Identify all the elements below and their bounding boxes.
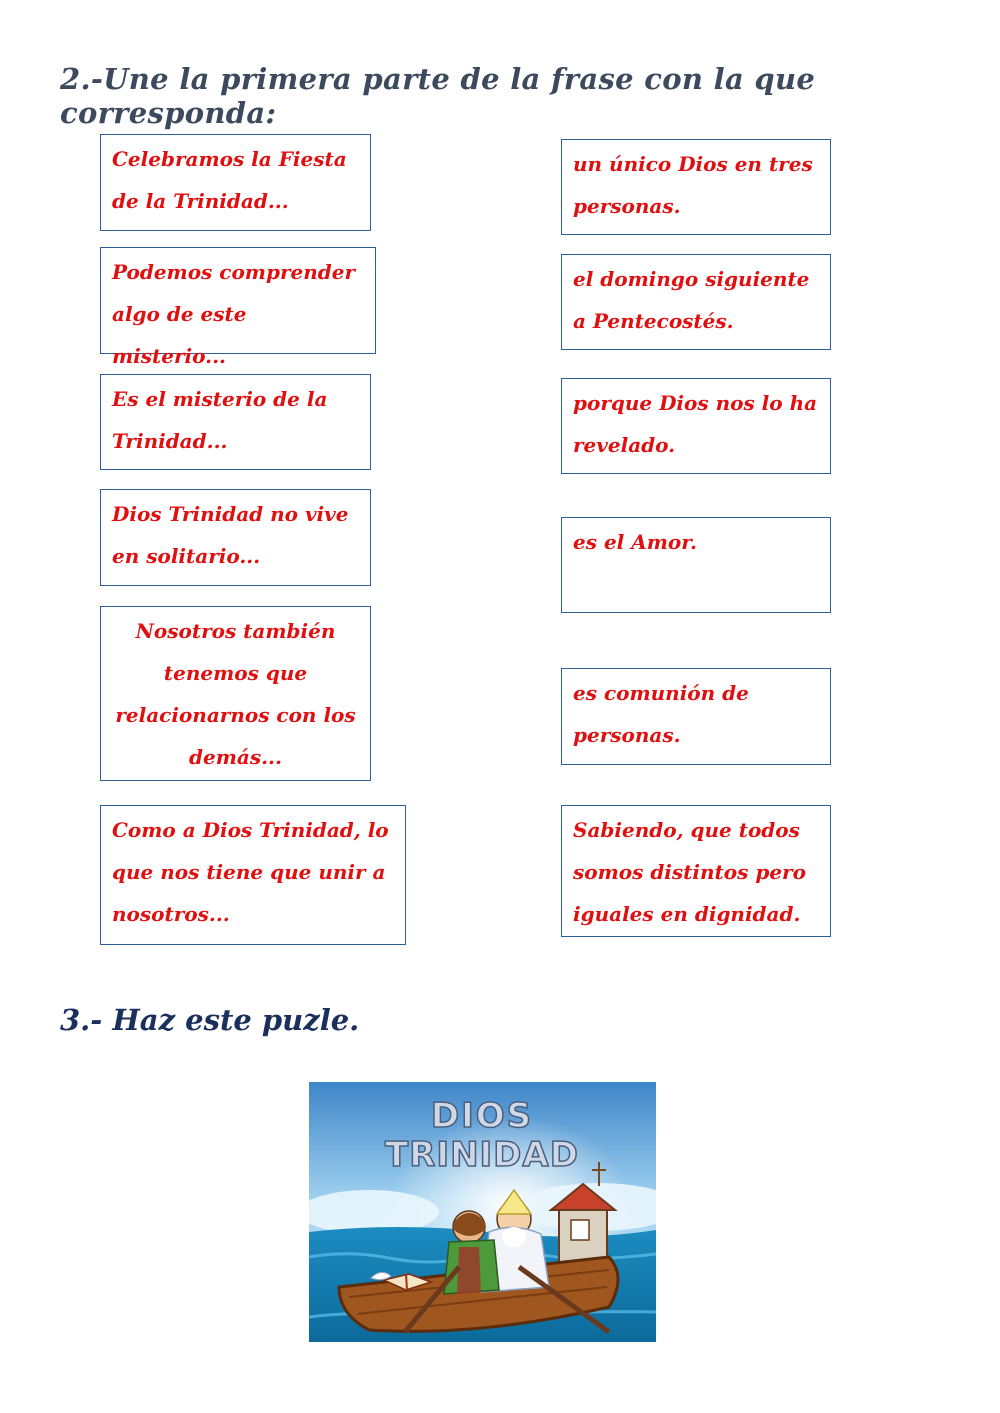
right-phrase-4[interactable]: es el Amor. [561, 517, 831, 613]
left-phrase-2[interactable]: Podemos comprender algo de este misterio... [100, 247, 376, 354]
left-phrase-6[interactable]: Como a Dios Trinidad, lo que nos tiene que unir a nosotros... [100, 805, 406, 945]
left-phrase-4[interactable]: Dios Trinidad no vive en solitario... [100, 489, 371, 586]
section-2-heading: 2.-Une la primera parte de la frase con la que corresponda: [60, 62, 816, 130]
left-phrase-3[interactable]: Es el misterio de la Trinidad... [100, 374, 371, 470]
right-phrase-3[interactable]: porque Dios nos lo ha revelado. [561, 378, 831, 474]
dios-trinidad-illustration [309, 1082, 656, 1342]
section-3-heading: 3.- Haz este puzle. [60, 1003, 360, 1037]
right-phrase-2[interactable]: el domingo siguiente a Pentecostés. [561, 254, 831, 350]
left-phrase-5[interactable]: Nosotros también tenemos que relacionarnos con los demás... [100, 606, 371, 781]
image-title-line2: TRINIDAD [385, 1135, 579, 1175]
left-phrase-1[interactable]: Celebramos la Fiesta de la Trinidad... [100, 134, 371, 231]
right-phrase-5[interactable]: es comunión de personas. [561, 668, 831, 765]
right-phrase-1[interactable]: un único Dios en tres personas. [561, 139, 831, 235]
right-phrase-6[interactable]: Sabiendo, que todos somos distintos pero iguales en dignidad. [561, 805, 831, 937]
puzzle-image[interactable] [309, 1082, 656, 1342]
image-title-line1: DIOS [430, 1096, 534, 1136]
